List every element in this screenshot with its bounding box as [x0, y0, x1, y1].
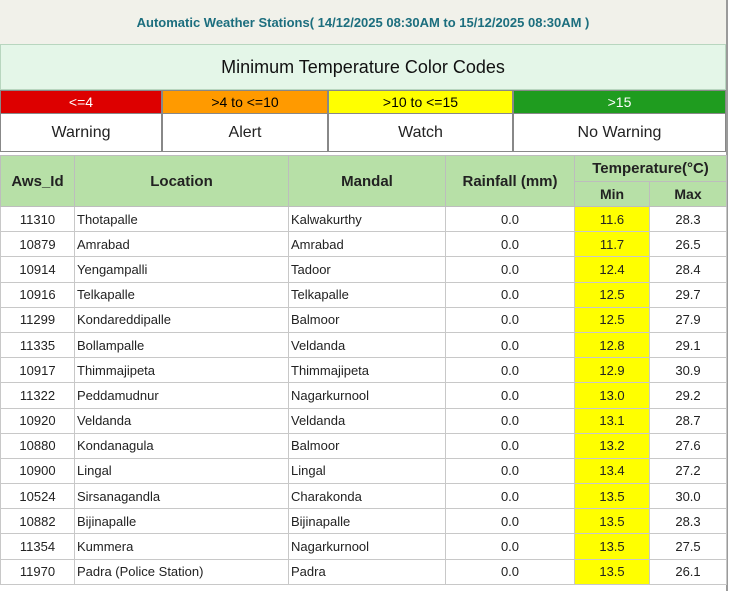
legend-labels — [0, 114, 726, 152]
table-row — [1, 358, 727, 383]
table-row — [1, 534, 727, 559]
cell-mandal: Kalwakurthy — [289, 207, 446, 232]
legend-label-no-warning: No Warning — [513, 114, 726, 152]
cell-mandal: Balmoor — [289, 433, 446, 458]
cell-location: Lingal — [75, 458, 289, 483]
table-row — [1, 559, 727, 584]
cell-temp-max: 27.2 — [650, 458, 727, 483]
cell-rainfall: 0.0 — [446, 433, 575, 458]
header-mandal: Mandal — [289, 156, 446, 207]
cell-temp-max: 28.3 — [650, 509, 727, 534]
cell-temp-min: 11.6 — [575, 207, 650, 232]
cell-aws-id: 10879 — [1, 232, 75, 257]
cell-temp-max: 27.5 — [650, 534, 727, 559]
cell-temp-min: 13.5 — [575, 559, 650, 584]
cell-location: Bollampalle — [75, 332, 289, 357]
cell-location: Telkapalle — [75, 282, 289, 307]
cell-mandal: Nagarkurnool — [289, 534, 446, 559]
cell-aws-id: 10914 — [1, 257, 75, 282]
legend-code-watch: >10 to <=15 — [328, 90, 513, 114]
cell-location: Kummera — [75, 534, 289, 559]
page-title-bar — [0, 0, 726, 45]
cell-rainfall: 0.0 — [446, 358, 575, 383]
cell-mandal: Charakonda — [289, 484, 446, 509]
cell-aws-id: 10900 — [1, 458, 75, 483]
legend-code-no-warning: >15 — [513, 90, 726, 114]
cell-mandal: Bijinapalle — [289, 509, 446, 534]
cell-temp-min: 12.8 — [575, 332, 650, 357]
cell-mandal: Tadoor — [289, 257, 446, 282]
legend-code-warning: <=4 — [0, 90, 162, 114]
cell-rainfall: 0.0 — [446, 509, 575, 534]
cell-location: Veldanda — [75, 408, 289, 433]
cell-temp-max: 29.7 — [650, 282, 727, 307]
cell-location: Bijinapalle — [75, 509, 289, 534]
cell-temp-max: 28.7 — [650, 408, 727, 433]
cell-temp-min: 12.4 — [575, 257, 650, 282]
cell-location: Peddamudnur — [75, 383, 289, 408]
cell-temp-max: 28.3 — [650, 207, 727, 232]
legend-title: Minimum Temperature Color Codes — [0, 44, 726, 90]
header-max: Max — [650, 182, 727, 207]
header-temperature: Temperature(°C) — [575, 156, 727, 182]
cell-temp-max: 26.5 — [650, 232, 727, 257]
cell-temp-min: 13.1 — [575, 408, 650, 433]
cell-mandal: Veldanda — [289, 332, 446, 357]
cell-aws-id: 10880 — [1, 433, 75, 458]
legend-code-alert: >4 to <=10 — [162, 90, 328, 114]
legend-color-codes — [0, 90, 726, 114]
cell-temp-max: 30.0 — [650, 484, 727, 509]
cell-rainfall: 0.0 — [446, 332, 575, 357]
cell-temp-min: 13.5 — [575, 484, 650, 509]
table-row — [1, 307, 727, 332]
cell-rainfall: 0.0 — [446, 458, 575, 483]
table-row — [1, 458, 727, 483]
cell-location: Thotapalle — [75, 207, 289, 232]
cell-mandal: Lingal — [289, 458, 446, 483]
cell-aws-id: 11310 — [1, 207, 75, 232]
cell-temp-max: 29.2 — [650, 383, 727, 408]
cell-mandal: Telkapalle — [289, 282, 446, 307]
cell-location: Sirsanagandla — [75, 484, 289, 509]
cell-rainfall: 0.0 — [446, 307, 575, 332]
cell-temp-min: 13.2 — [575, 433, 650, 458]
cell-rainfall: 0.0 — [446, 257, 575, 282]
header-location: Location — [75, 156, 289, 207]
cell-aws-id: 11354 — [1, 534, 75, 559]
legend-label-watch: Watch — [328, 114, 513, 152]
cell-location: Padra (Police Station) — [75, 559, 289, 584]
table-body — [1, 207, 727, 585]
cell-mandal: Balmoor — [289, 307, 446, 332]
cell-location: Kondanagula — [75, 433, 289, 458]
page-title: Automatic Weather Stations( 14/12/2025 08:30AM to 15/12/2025 08:30AM ) — [136, 14, 590, 30]
cell-rainfall: 0.0 — [446, 408, 575, 433]
cell-temp-min: 11.7 — [575, 232, 650, 257]
header-rainfall: Rainfall (mm) — [446, 156, 575, 207]
cell-temp-max: 27.9 — [650, 307, 727, 332]
cell-rainfall: 0.0 — [446, 559, 575, 584]
cell-rainfall: 0.0 — [446, 383, 575, 408]
table-row — [1, 408, 727, 433]
legend-label-warning: Warning — [0, 114, 162, 152]
cell-location: Yengampalli — [75, 257, 289, 282]
cell-mandal: Veldanda — [289, 408, 446, 433]
cell-temp-min: 13.4 — [575, 458, 650, 483]
cell-rainfall: 0.0 — [446, 232, 575, 257]
table-row — [1, 232, 727, 257]
table-row — [1, 257, 727, 282]
header-min: Min — [575, 182, 650, 207]
table-row — [1, 383, 727, 408]
cell-temp-min: 12.9 — [575, 358, 650, 383]
cell-aws-id: 10920 — [1, 408, 75, 433]
cell-rainfall: 0.0 — [446, 207, 575, 232]
cell-temp-max: 29.1 — [650, 332, 727, 357]
table-row — [1, 332, 727, 357]
table-row — [1, 207, 727, 232]
cell-aws-id: 10917 — [1, 358, 75, 383]
cell-rainfall: 0.0 — [446, 534, 575, 559]
cell-aws-id: 10524 — [1, 484, 75, 509]
cell-aws-id: 10882 — [1, 509, 75, 534]
cell-location: Thimmajipeta — [75, 358, 289, 383]
weather-stations-table — [0, 155, 727, 585]
cell-aws-id: 11322 — [1, 383, 75, 408]
cell-temp-min: 13.0 — [575, 383, 650, 408]
table-row — [1, 433, 727, 458]
cell-temp-max: 27.6 — [650, 433, 727, 458]
cell-aws-id: 11299 — [1, 307, 75, 332]
header-aws-id: Aws_Id — [1, 156, 75, 207]
table-row — [1, 484, 727, 509]
cell-location: Kondareddipalle — [75, 307, 289, 332]
cell-location: Amrabad — [75, 232, 289, 257]
cell-mandal: Padra — [289, 559, 446, 584]
cell-rainfall: 0.0 — [446, 484, 575, 509]
cell-temp-min: 13.5 — [575, 509, 650, 534]
table-row — [1, 509, 727, 534]
cell-temp-min: 12.5 — [575, 282, 650, 307]
cell-rainfall: 0.0 — [446, 282, 575, 307]
legend-label-alert: Alert — [162, 114, 328, 152]
cell-aws-id: 11335 — [1, 332, 75, 357]
cell-mandal: Nagarkurnool — [289, 383, 446, 408]
cell-temp-min: 12.5 — [575, 307, 650, 332]
cell-temp-min: 13.5 — [575, 534, 650, 559]
cell-temp-max: 26.1 — [650, 559, 727, 584]
cell-mandal: Thimmajipeta — [289, 358, 446, 383]
cell-temp-max: 28.4 — [650, 257, 727, 282]
cell-aws-id: 10916 — [1, 282, 75, 307]
cell-mandal: Amrabad — [289, 232, 446, 257]
cell-temp-max: 30.9 — [650, 358, 727, 383]
cell-aws-id: 11970 — [1, 559, 75, 584]
table-row — [1, 282, 727, 307]
